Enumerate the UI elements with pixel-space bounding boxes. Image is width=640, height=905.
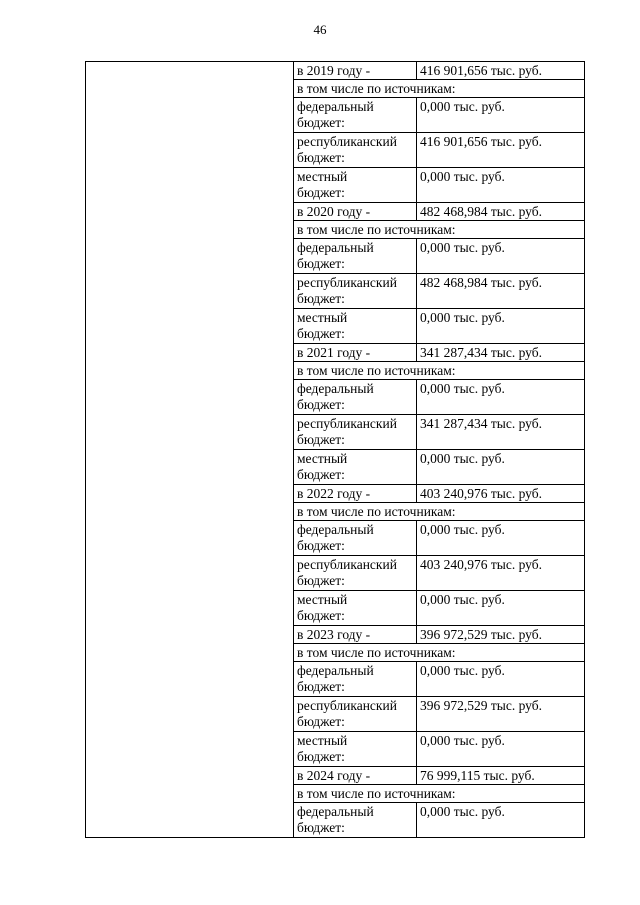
- source-label-line: бюджет:: [297, 291, 345, 306]
- table-row: [86, 62, 585, 80]
- source-label-line: бюджет:: [297, 467, 345, 482]
- source-label-line: республиканский: [297, 416, 397, 431]
- year-total: 76 999,115 тыс. руб.: [417, 767, 585, 785]
- sources-label: в том числе по источникам:: [294, 644, 585, 662]
- source-label-line: бюджет:: [297, 115, 345, 130]
- year-label: в 2021 году -: [294, 344, 417, 362]
- source-amount-federal: 0,000 тыс. руб.: [417, 521, 585, 556]
- source-label-federal: [294, 239, 417, 274]
- year-label: в 2020 году -: [294, 203, 417, 221]
- year-total: 396 972,529 тыс. руб.: [417, 626, 585, 644]
- source-label-line: бюджет:: [297, 714, 345, 729]
- source-label-line: бюджет:: [297, 749, 345, 764]
- sources-label: в том числе по источникам:: [294, 503, 585, 521]
- source-label-federal: [294, 662, 417, 697]
- year-total: 416 901,656 тыс. руб.: [417, 62, 585, 80]
- source-amount-republican: 341 287,434 тыс. руб.: [417, 415, 585, 450]
- source-label-line: местный: [297, 451, 348, 466]
- source-label-line: местный: [297, 169, 348, 184]
- source-amount-federal: 0,000 тыс. руб.: [417, 662, 585, 697]
- source-label-line: республиканский: [297, 698, 397, 713]
- source-label-local: [294, 450, 417, 485]
- source-label-line: бюджет:: [297, 538, 345, 553]
- year-total: 482 468,984 тыс. руб.: [417, 203, 585, 221]
- source-label-local: [294, 732, 417, 767]
- year-label: в 2023 году -: [294, 626, 417, 644]
- source-amount-republican: 416 901,656 тыс. руб.: [417, 133, 585, 168]
- source-label-line: бюджет:: [297, 573, 345, 588]
- source-amount-local: 0,000 тыс. руб.: [417, 450, 585, 485]
- source-amount-local: 0,000 тыс. руб.: [417, 591, 585, 626]
- source-label-federal: [294, 521, 417, 556]
- source-label-republican: [294, 274, 417, 309]
- source-amount-federal: 0,000 тыс. руб.: [417, 803, 585, 838]
- source-label-republican: [294, 133, 417, 168]
- source-label-line: местный: [297, 592, 348, 607]
- source-label-line: бюджет:: [297, 397, 345, 412]
- source-amount-republican: 396 972,529 тыс. руб.: [417, 697, 585, 732]
- funding-table: [85, 61, 585, 838]
- source-label-federal: [294, 803, 417, 838]
- source-label-republican: [294, 415, 417, 450]
- source-label-local: [294, 168, 417, 203]
- source-label-line: федеральный: [297, 804, 374, 819]
- source-amount-federal: 0,000 тыс. руб.: [417, 380, 585, 415]
- sources-label: в том числе по источникам:: [294, 785, 585, 803]
- source-label-line: бюджет:: [297, 432, 345, 447]
- source-label-line: федеральный: [297, 381, 374, 396]
- source-label-line: республиканский: [297, 275, 397, 290]
- source-label-local: [294, 591, 417, 626]
- source-label-line: республиканский: [297, 557, 397, 572]
- source-amount-republican: 482 468,984 тыс. руб.: [417, 274, 585, 309]
- source-amount-local: 0,000 тыс. руб.: [417, 168, 585, 203]
- source-label-republican: [294, 556, 417, 591]
- source-amount-republican: 403 240,976 тыс. руб.: [417, 556, 585, 591]
- source-label-federal: [294, 380, 417, 415]
- source-label-line: федеральный: [297, 99, 374, 114]
- year-total: 403 240,976 тыс. руб.: [417, 485, 585, 503]
- source-label-local: [294, 309, 417, 344]
- sources-label: в том числе по источникам:: [294, 362, 585, 380]
- source-label-line: местный: [297, 733, 348, 748]
- source-amount-local: 0,000 тыс. руб.: [417, 732, 585, 767]
- year-label: в 2022 году -: [294, 485, 417, 503]
- source-label-line: местный: [297, 310, 348, 325]
- source-amount-federal: 0,000 тыс. руб.: [417, 239, 585, 274]
- source-label-republican: [294, 697, 417, 732]
- sources-label: в том числе по источникам:: [294, 221, 585, 239]
- source-label-line: федеральный: [297, 522, 374, 537]
- sources-label: в том числе по источникам:: [294, 80, 585, 98]
- source-label-line: бюджет:: [297, 608, 345, 623]
- empty-label-cell: [86, 62, 294, 838]
- source-amount-federal: 0,000 тыс. руб.: [417, 98, 585, 133]
- source-label-line: бюджет:: [297, 185, 345, 200]
- source-label-line: федеральный: [297, 240, 374, 255]
- year-label: в 2024 году -: [294, 767, 417, 785]
- year-total: 341 287,434 тыс. руб.: [417, 344, 585, 362]
- source-label-line: республиканский: [297, 134, 397, 149]
- funding-table-body: [86, 62, 585, 838]
- page-number: 46: [313, 22, 327, 37]
- year-label: в 2019 году -: [294, 62, 417, 80]
- source-label-federal: [294, 98, 417, 133]
- source-label-line: бюджет:: [297, 256, 345, 271]
- source-label-line: бюджет:: [297, 326, 345, 341]
- source-label-line: бюджет:: [297, 820, 345, 835]
- source-label-line: бюджет:: [297, 679, 345, 694]
- source-amount-local: 0,000 тыс. руб.: [417, 309, 585, 344]
- source-label-line: бюджет:: [297, 150, 345, 165]
- source-label-line: федеральный: [297, 663, 374, 678]
